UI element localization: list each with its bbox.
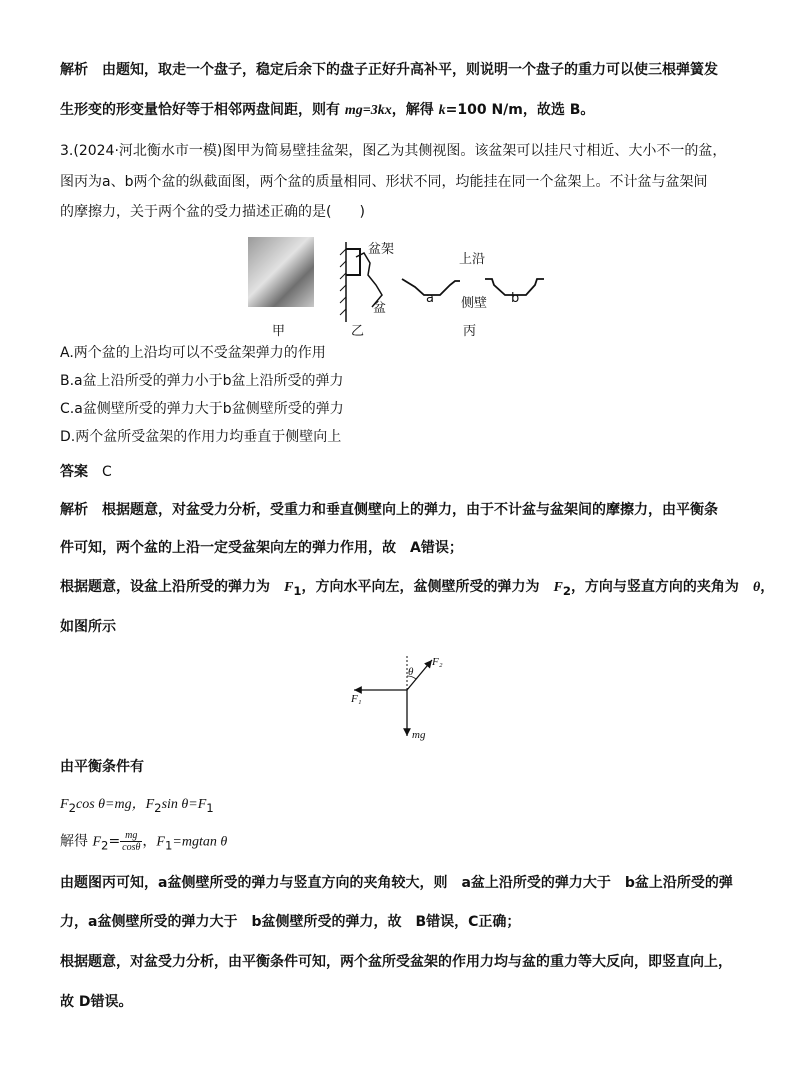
caption-bing: 丙 — [463, 324, 477, 339]
caption-yi: 乙 — [351, 324, 365, 339]
solution-line5: 由平衡条件有 — [60, 759, 144, 775]
option-d: D.两个盆所受盆架的作用力均垂直于侧壁向上 — [60, 429, 342, 445]
solution-line7: 力，a盆侧壁所受的弹力大于 b盆侧壁所受的弹力，故 B错误，C正确； — [60, 914, 521, 930]
solution-line4: 如图所示 — [60, 619, 116, 635]
answer-line: 答案 C — [60, 464, 112, 480]
option-c: C.a盆侧壁所受的弹力大于b盆侧壁所受的弹力 — [60, 401, 344, 417]
option-a: A.两个盆的上沿均可以不受盆架弹力的作用 — [60, 345, 326, 361]
label-a: a — [426, 291, 434, 306]
solution-line1: 解析 根据题意，对盆受力分析，受重力和垂直侧壁向上的弹力，由于不计盆与盆架间的摩擦力，由平衡条 — [60, 502, 718, 518]
label-ce-bi: 侧壁 — [461, 296, 488, 311]
question-3-line1: 3.(2024·河北衡水市一模)图甲为简易壁挂盆架，图乙为其侧视图。该盆架可以挂尺寸相近、大小不一的盆， — [60, 143, 727, 159]
force-label-mg: mg — [412, 729, 426, 741]
equation-1: $F_2\cos$ θ=mg，$F_2\sin$ $\theta=F_1$ — [60, 797, 214, 815]
force-label-theta: θ — [408, 666, 414, 678]
label-pen: 盆 — [373, 301, 387, 316]
force-label-f2: F₂ — [432, 656, 443, 668]
label-pen-jia: 盆架 — [368, 242, 395, 257]
caption-jia: 甲 — [272, 324, 286, 339]
label-shang-yan: 上沿 — [459, 252, 486, 267]
solution-prev-line1: 解析 由题知，取走一个盘子，稳定后余下的盘子正好升高补平，则说明一个盘子的重力可以使三根弹簧发 — [60, 62, 718, 78]
solution-prev-line2: 生形变的形变量恰好等于相邻两盘间距，则有 mg=3kx，解得 k=100 N/m，故选 B。 — [60, 102, 595, 118]
option-b: B.a盆上沿所受的弹力小于b盆上沿所受的弹力 — [60, 373, 344, 389]
force-label-f1: F₁ — [351, 693, 362, 705]
figure-yi-bing — [330, 237, 560, 327]
solution-line6: 由题图丙可知，a盆侧壁所受的弹力与竖直方向的夹角较大，则 a盆上沿所受的弹力大于 b盆上沿所受的弹 — [60, 875, 733, 891]
solution-line2: 件可知，两个盆的上沿一定受盆架向左的弹力作用，故 A错误； — [60, 540, 463, 556]
label-b: b — [511, 291, 520, 306]
solution-line8: 根据题意，对盆受力分析，由平衡条件可知，两个盆所受盆架的作用力均与盆的重力等大反向，即竖直向上， — [60, 954, 732, 970]
solution-line9: 故 D错误。 — [60, 994, 133, 1010]
question-3-line3: 的摩擦力，关于两个盆的受力描述正确的是( ) — [60, 204, 365, 220]
photo-figure-jia — [248, 237, 314, 307]
solution-line3: 根据题意，设盆上沿所受的弹力为 $F_1$，方向水平向左，盆侧壁所受的弹力为 $F_2$，方向与竖直方向的夹角为 θ， — [60, 579, 775, 598]
question-3-line2: 图丙为a、b两个盆的纵截面图，两个盆的质量相同、形状不同，均能挂在同一个盆架上。不计盆与盆架间 — [60, 174, 708, 190]
equation-2: 解得 $F_2=$ $\frac{mg}{\cos\theta}$ ，$F_1=mgtan$ θ — [60, 830, 228, 853]
